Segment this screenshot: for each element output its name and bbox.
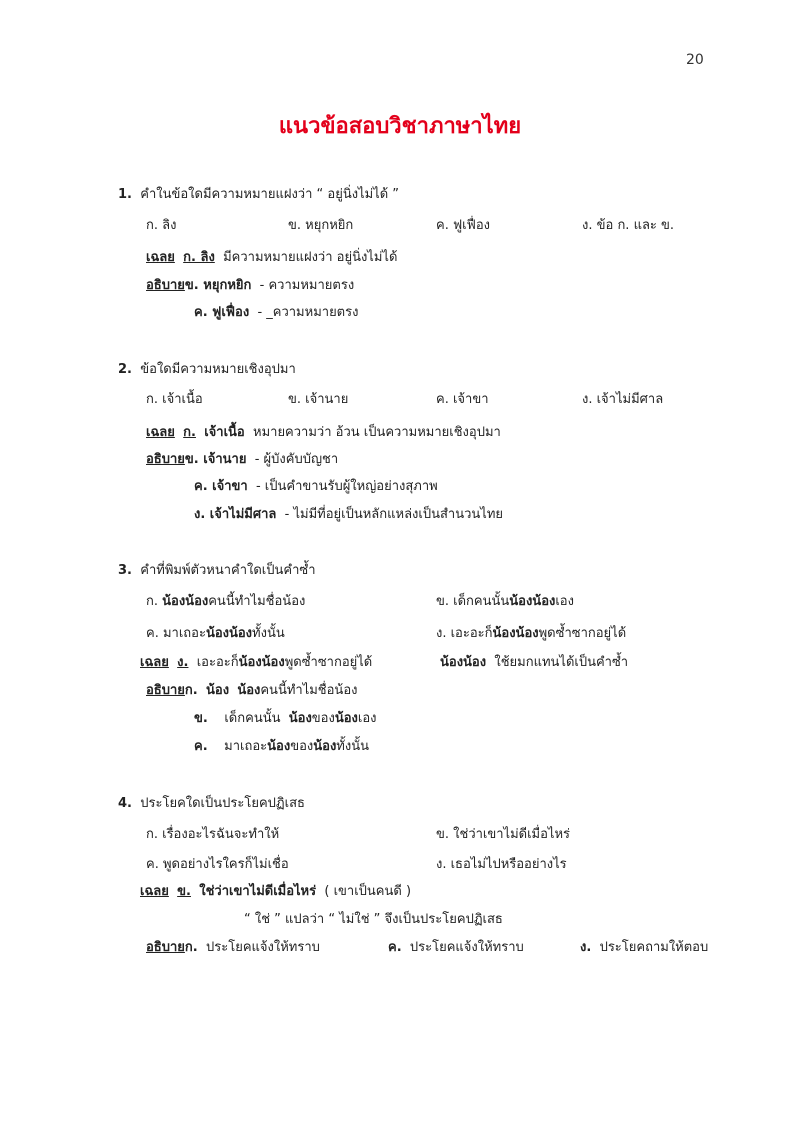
option-c xyxy=(146,622,285,643)
explanation-bold-word: น้อง xyxy=(334,711,358,726)
option-c: ค. ฟูเฟื่อง xyxy=(436,218,490,233)
answer-key: ข. xyxy=(177,884,191,899)
explanation-text: - ไม่มีที่อยู่เป็นหลักแหล่งเป็นสำนวนไทย xyxy=(284,507,503,522)
option-bold-word: น้องน้อง xyxy=(162,594,209,609)
option-prefix: ก. xyxy=(146,594,163,609)
question-number: 3. xyxy=(118,563,132,578)
explanation-suffix: เอง xyxy=(357,711,377,726)
question-number: 4. xyxy=(118,796,132,811)
explanation-line xyxy=(194,707,377,728)
explanation-key: ก. xyxy=(184,940,198,955)
option-d: ง. เธอไม่ไปหรืออย่างไร xyxy=(436,857,567,872)
explanation-line xyxy=(146,936,320,957)
question-text xyxy=(118,559,316,580)
question-text xyxy=(118,792,305,813)
answer-line xyxy=(140,880,411,901)
explanation-label: อธิบาย xyxy=(146,940,185,955)
option-suffix: พูดซ้ำซากอยู่ได้ xyxy=(538,626,627,641)
answer-note xyxy=(440,651,628,672)
answer-key: ก. ลิง xyxy=(183,250,215,265)
explanation-text: - _ความหมายตรง xyxy=(257,305,359,320)
option-d xyxy=(436,622,626,643)
option-a: ก. เรื่องอะไรฉันจะทำให้ xyxy=(146,827,280,842)
answer-label: เฉลย xyxy=(140,655,169,670)
option-prefix: ข. เด็กคนนั้น xyxy=(436,594,510,609)
answer-text: หมายความว่า อ้วน เป็นความหมายเชิงอุปมา xyxy=(253,425,501,440)
explanation-label: อธิบาย xyxy=(146,683,185,698)
question-label: คำในข้อใดมีความหมายแฝงว่า “ อยู่นิ่งไม่ได้ ” xyxy=(140,187,400,202)
explanation-text: ประโยคถามให้ตอบ xyxy=(599,940,709,955)
option-d: ง. ข้อ ก. และ ข. xyxy=(582,218,675,233)
option-suffix: เอง xyxy=(555,594,574,609)
answer-bold-text: ใช่ว่าเขาไม่ดีเมื่อไหร่ xyxy=(199,884,317,899)
explanation-text: - ผู้บังคับบัญชา xyxy=(254,452,339,467)
page-number: 20 xyxy=(686,52,704,68)
explanation-prefix: เด็กคนนั้น xyxy=(224,711,281,726)
answer-label: เฉลย xyxy=(146,425,175,440)
answer-bold-word: น้องน้อง xyxy=(238,655,285,670)
explanation-text: - เป็นคำขานรับผู้ใหญ่อย่างสุภาพ xyxy=(255,479,438,494)
explanation-line xyxy=(388,936,524,957)
explanation-text: - ความหมายตรง xyxy=(259,278,355,293)
explanation-key: ค. ฟูเฟื่อง xyxy=(194,305,250,320)
option-prefix: ง. เอะอะก็ xyxy=(436,626,493,641)
explanation-bold-word: น้อง xyxy=(288,711,312,726)
explanation-mid: ของ xyxy=(311,711,335,726)
explanation-key: ข. เจ้านาย xyxy=(184,452,247,467)
explanation-key: ค. xyxy=(194,739,208,754)
page-title: แนวข้อสอบวิชาภาษาไทย xyxy=(278,114,522,139)
option-bold-word: น้องน้อง xyxy=(509,594,556,609)
explanation-line xyxy=(146,679,357,700)
explanation-key: ข. xyxy=(194,711,208,726)
explanation-key: ง. xyxy=(580,940,592,955)
explanation-line xyxy=(194,475,438,496)
explanation-bold-word: น้อง xyxy=(206,683,230,698)
option-b: ข. ใช่ว่าเขาไม่ดีเมื่อไหร่ xyxy=(436,827,571,842)
explanation-key: ง. เจ้าไม่มีศาล xyxy=(194,507,277,522)
explanation-line xyxy=(146,274,354,295)
answer-key: ก. xyxy=(183,425,196,440)
explanation-line xyxy=(194,503,503,524)
question-label: คำที่พิมพ์ตัวหนาคำใดเป็นคำซ้ำ xyxy=(140,563,316,578)
option-prefix: ค. มาเถอะ xyxy=(146,626,206,641)
explanation-key: ค. xyxy=(388,940,402,955)
question-text xyxy=(118,183,399,204)
question-label: ข้อใดมีความหมายเชิงอุปมา xyxy=(140,362,296,377)
question-number: 2. xyxy=(118,362,132,377)
option-d: ง. เจ้าไม่มีศาล xyxy=(582,392,664,407)
explanation-line xyxy=(146,448,338,469)
option-b: ข. หยุกหยิก xyxy=(288,218,354,233)
explanation-key: ข. หยุกหยิก xyxy=(184,278,252,293)
option-bold-word: น้องน้อง xyxy=(492,626,539,641)
explanation-label: อธิบาย xyxy=(146,452,185,467)
answer-label: เฉลย xyxy=(146,250,175,265)
answer-key: ง. xyxy=(177,655,189,670)
answer-suffix: พูดซ้ำซากอยู่ได้ xyxy=(284,655,373,670)
option-suffix: คนนี้ทำไมชื่อน้อง xyxy=(208,594,306,609)
option-bold-word: น้องน้อง xyxy=(205,626,253,641)
answer-text: ใช้ยมกแทนได้เป็นคำซ้ำ xyxy=(494,655,629,670)
option-b: ข. เจ้านาย xyxy=(288,392,349,407)
explanation-text: ประโยคแจ้งให้ทราบ xyxy=(206,940,320,955)
explanation-suffix: ทั้งนั้น xyxy=(336,739,369,754)
explanation-bold-word: น้อง xyxy=(313,739,337,754)
option-c: ค. เจ้าขา xyxy=(436,392,489,407)
explanation-line xyxy=(194,301,358,322)
answer-label: เฉลย xyxy=(140,884,169,899)
answer-word: เจ้าเนื้อ xyxy=(204,425,245,440)
explanation-bold-word: น้อง xyxy=(237,683,261,698)
answer-bold-word: น้องน้อง xyxy=(440,655,487,670)
explanation-suffix: คนนี้ทำไมชื่อน้อง xyxy=(260,683,358,698)
option-a: ก. ลิง xyxy=(146,218,177,233)
option-a: ก. เจ้าเนื้อ xyxy=(146,392,203,407)
answer-prefix: เอะอะก็ xyxy=(196,655,239,670)
explanation-mid: ของ xyxy=(290,739,314,754)
explanation-prefix: มาเถอะ xyxy=(224,739,268,754)
answer-line xyxy=(140,651,372,672)
option-a xyxy=(146,590,305,611)
explanation-line xyxy=(580,936,708,957)
answer-note: ( เขาเป็นคนดี ) xyxy=(324,884,412,899)
explanation-label: อธิบาย xyxy=(146,278,185,293)
answer-explanation: “ ใช่ ” แปลว่า “ ไม่ใช่ ” จึงเป็นประโยคปฏิเสธ xyxy=(244,912,503,927)
option-suffix: ทั้งนั้น xyxy=(252,626,285,641)
question-label: ประโยคใดเป็นประโยคปฏิเสธ xyxy=(140,796,305,811)
question-text xyxy=(118,358,296,379)
answer-line xyxy=(146,421,501,442)
answer-line xyxy=(146,246,397,267)
explanation-key: ก. xyxy=(184,683,198,698)
explanation-line xyxy=(194,735,369,756)
option-b xyxy=(436,590,574,611)
answer-text: มีความหมายแฝงว่า อยู่นิ่งไม่ได้ xyxy=(223,250,398,265)
explanation-text: ประโยคแจ้งให้ทราบ xyxy=(409,940,524,955)
explanation-bold-word: น้อง xyxy=(267,739,291,754)
question-number: 1. xyxy=(118,187,132,202)
option-c: ค. พูดอย่างไรใครก็ไม่เชื่อ xyxy=(146,857,289,872)
explanation-key: ค. เจ้าขา xyxy=(194,479,248,494)
